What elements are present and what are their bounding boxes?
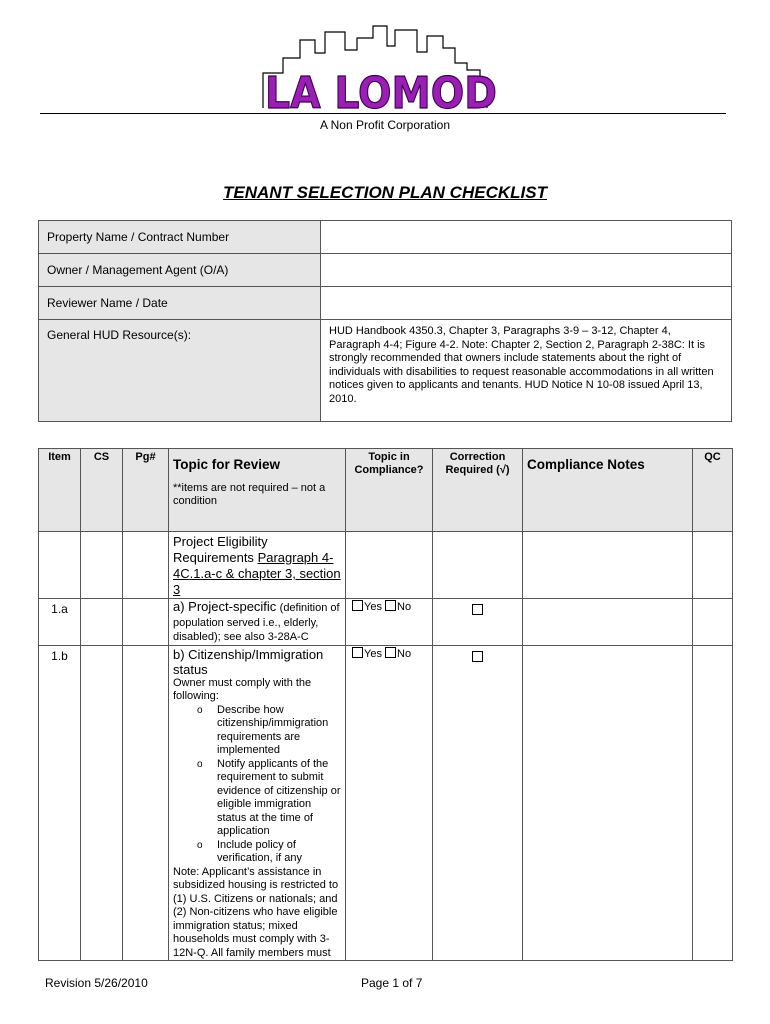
cs-cell[interactable] xyxy=(81,645,123,961)
col-item-header: Item xyxy=(39,449,81,532)
property-name-label: Property Name / Contract Number xyxy=(39,221,321,254)
hud-resources-label: General HUD Resource(s): xyxy=(39,320,321,422)
correction-cell xyxy=(433,645,523,961)
checklist-table xyxy=(38,448,733,961)
property-name-field[interactable] xyxy=(321,221,732,254)
no-label: No xyxy=(397,647,412,660)
topic-note: Note: Applicant’s assistance in subsidized housing is restricted to (1) U.S. Citizens or nationals; and (2) Non-citizens who have eligible immigration status; mixed households must comply with 3-12N-Q. All family members must xyxy=(173,865,339,959)
topic-detail: (definition of population served i.e., elderly, disabled); see also 3-28A-C xyxy=(173,602,340,643)
owner-agent-label: Owner / Management Agent (O/A) xyxy=(39,254,321,287)
topic-main: b) Citizenship/Immigration status xyxy=(173,646,324,677)
topic-intro: Owner must comply with the following: xyxy=(173,676,312,702)
hud-resources-text: HUD Handbook 4350.3, Chapter 3, Paragraphs 3-9 – 3-12, Chapter 4, Paragraph 4-4; Figure 4-2. Note: Chapter 2, Section 2, Paragraph 2-38C: It is strongly recommended that owners include statements about the right of individuals with disabilities to request reasonable accommodations in all written notices given to applicants and tenants. HUD Notice N 10-08 issued April 13, 2010. xyxy=(321,320,732,422)
section-reference: Paragraph 4-4C.1.a-c & chapter 3, section 3 xyxy=(173,550,341,597)
yes-checkbox[interactable] xyxy=(352,647,363,658)
qc-cell[interactable] xyxy=(693,645,733,961)
bullet-marker: o xyxy=(197,758,203,770)
col-compliance-header: Topic in Compliance? xyxy=(346,449,433,532)
reviewer-field[interactable] xyxy=(321,287,732,320)
cs-cell[interactable] xyxy=(81,599,123,646)
compliance-cell xyxy=(346,645,433,961)
no-label: No xyxy=(397,601,412,613)
section-notes-cell[interactable] xyxy=(523,532,693,599)
col-correction-header: Correction Required (√) xyxy=(433,449,523,532)
yes-label: Yes xyxy=(364,601,382,613)
yes-label: Yes xyxy=(364,647,382,660)
bullet-text: Include policy of verification, if any xyxy=(217,838,302,864)
section-correction-cell xyxy=(433,532,523,599)
col-qc-header: QC xyxy=(693,449,733,532)
table-row xyxy=(39,645,733,961)
notes-cell[interactable] xyxy=(523,645,693,961)
bullet-item xyxy=(173,704,343,758)
no-checkbox[interactable] xyxy=(385,600,396,611)
section-pg-cell[interactable] xyxy=(123,532,169,599)
la-lomod-logo xyxy=(255,18,505,113)
topic-cell xyxy=(169,599,346,646)
item-number: 1.a xyxy=(39,599,81,646)
section-compliance-cell xyxy=(346,532,433,599)
bullet-text: Notify applicants of the requirement to submit evidence of citizenship or eligible immigration status at the time of application xyxy=(217,757,341,837)
col-topic-header xyxy=(169,449,346,532)
qc-cell[interactable] xyxy=(693,599,733,646)
correction-checkbox[interactable] xyxy=(472,651,483,662)
owner-agent-field[interactable] xyxy=(321,254,732,287)
compliance-cell xyxy=(346,599,433,646)
col-notes-header: Compliance Notes xyxy=(523,449,693,532)
property-info-table xyxy=(38,220,732,422)
item-number: 1.b xyxy=(39,645,81,961)
footer-revision: Revision 5/26/2010 xyxy=(45,976,148,990)
topic-header-note: **items are not required – not a condition xyxy=(173,482,326,507)
notes-cell[interactable] xyxy=(523,599,693,646)
organization-subtitle: A Non Profit Corporation xyxy=(319,118,451,132)
section-title: Project Eligibility Requirements xyxy=(173,534,268,565)
pg-cell[interactable] xyxy=(123,599,169,646)
section-row xyxy=(39,532,733,599)
document-title: TENANT SELECTION PLAN CHECKLIST xyxy=(223,183,547,202)
col-cs-header: CS xyxy=(81,449,123,532)
header-rule xyxy=(40,113,726,114)
no-checkbox[interactable] xyxy=(385,647,396,658)
bullet-marker: o xyxy=(197,839,203,851)
col-pg-header: Pg# xyxy=(123,449,169,532)
section-title-cell xyxy=(169,532,346,599)
footer-page-number: Page 1 of 7 xyxy=(361,976,423,990)
logo-text: LA LOMOD xyxy=(265,68,497,113)
section-qc-cell[interactable] xyxy=(693,532,733,599)
yes-checkbox[interactable] xyxy=(352,600,363,611)
topic-cell xyxy=(169,645,346,961)
bullet-item xyxy=(173,839,343,866)
section-cs-cell[interactable] xyxy=(81,532,123,599)
bullet-marker: o xyxy=(197,704,203,716)
bullet-item xyxy=(173,758,343,839)
topic-header-label: Topic for Review xyxy=(173,457,281,472)
topic-main: a) Project-specific xyxy=(173,599,277,614)
table-row xyxy=(39,599,733,646)
correction-cell xyxy=(433,599,523,646)
reviewer-label: Reviewer Name / Date xyxy=(39,287,321,320)
pg-cell[interactable] xyxy=(123,645,169,961)
bullet-text: Describe how citizenship/immigration requirements are implemented xyxy=(217,703,329,756)
correction-checkbox[interactable] xyxy=(472,604,483,615)
section-item-cell xyxy=(39,532,81,599)
